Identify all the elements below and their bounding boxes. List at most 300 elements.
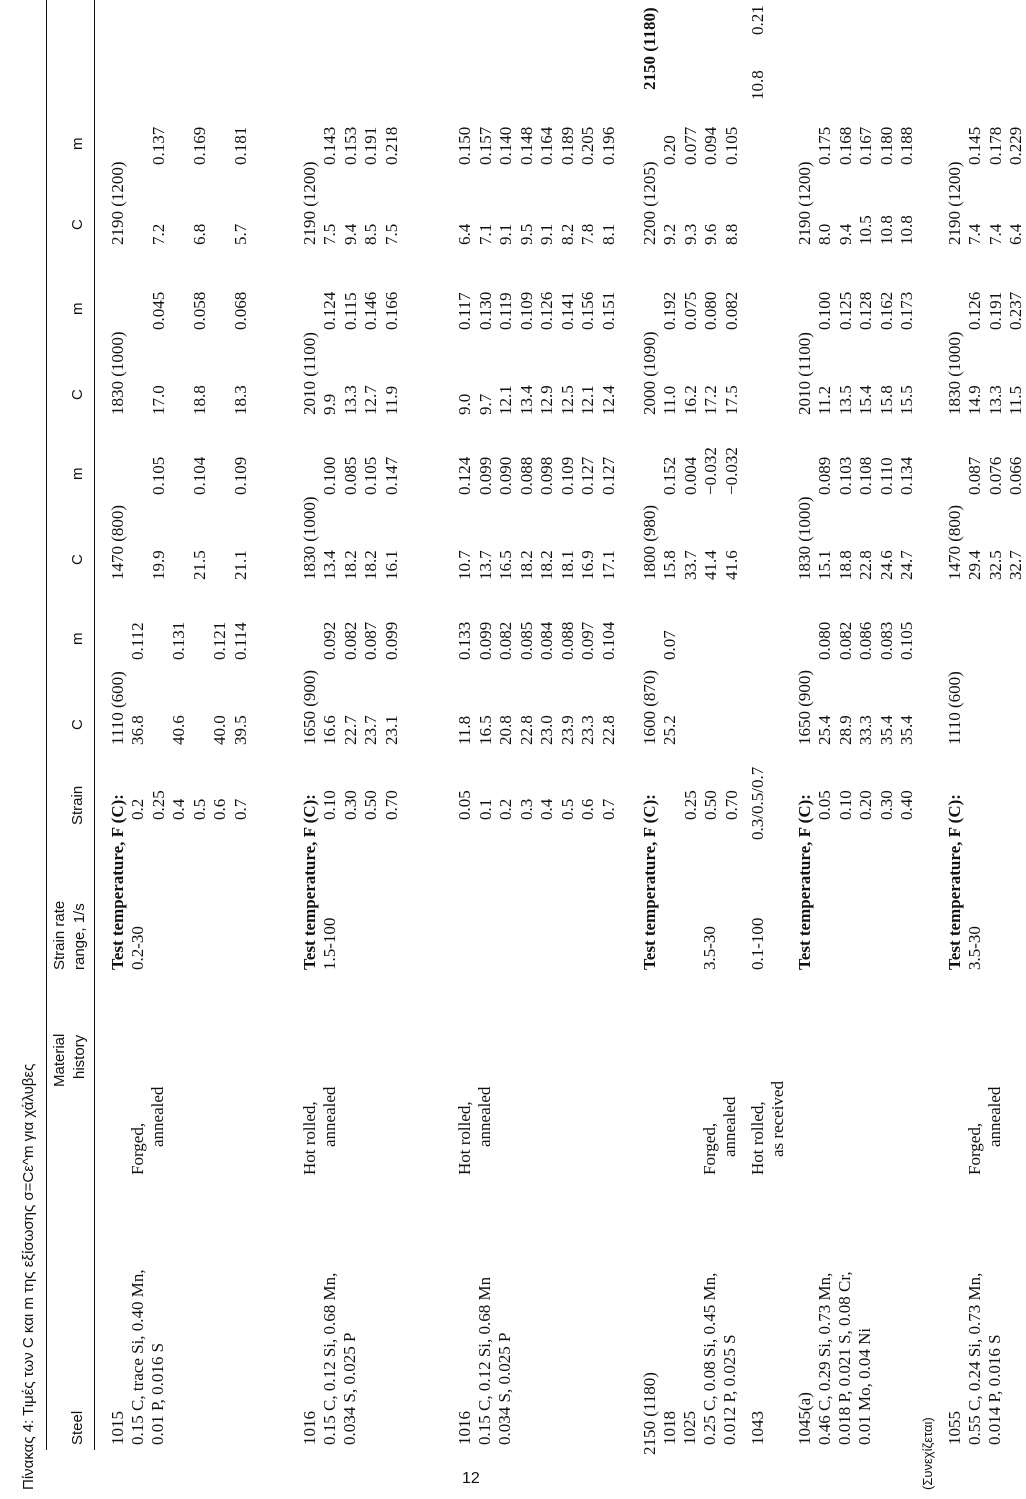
c-value: 15.1 [815, 550, 834, 580]
m-value: 0.21 [748, 5, 767, 35]
c-value: 32.7 [1006, 550, 1025, 580]
c-value: 20.8 [496, 715, 515, 745]
test-temperature-label: Test temperature, F (C): [300, 794, 319, 970]
strain-value: 0.40 [897, 790, 916, 820]
c-value: 23.0 [537, 715, 556, 745]
c-value: 9.9 [320, 393, 339, 415]
header-steel: Steel [69, 1410, 86, 1445]
steel-desc: 0.034 S, 0.025 P [495, 1332, 514, 1445]
test-temperature: 2150 (1180) [640, 7, 659, 90]
m-value: 0.156 [578, 291, 597, 330]
strain-rate: 1.5-100 [320, 917, 339, 970]
strain-value: 0.05 [815, 790, 834, 820]
steel-desc: 0.018 P, 0.021 S, 0.08 Cr, [835, 1271, 854, 1445]
test-temperature: 1650 (900) [795, 669, 814, 745]
header-c2: C [69, 554, 86, 565]
strain-rate: 3.5-30 [965, 926, 984, 970]
strain-value: 0.7 [598, 798, 618, 820]
c-value: 23.1 [381, 715, 401, 745]
m-value: 0.166 [381, 291, 401, 330]
material-history: annealed [148, 1086, 167, 1147]
c-value: 24.6 [876, 550, 896, 580]
m-value: 0.218 [381, 126, 401, 165]
c-value: 13.3 [985, 385, 1005, 415]
c-value: 16.6 [320, 715, 339, 745]
strain-value: 0.6 [578, 798, 597, 820]
m-value: 0.126 [965, 291, 984, 330]
steel-desc: 1018 [660, 1411, 679, 1445]
m-value: 0.128 [856, 291, 875, 330]
steel-desc: 0.034 S, 0.025 P [340, 1332, 359, 1445]
strain-value: 0.30 [876, 790, 896, 820]
strain-value: 0.70 [381, 790, 401, 820]
header-rate-1: Strain rate [51, 900, 68, 970]
m-value: 0.125 [835, 291, 855, 330]
m-value: 0.188 [897, 126, 916, 165]
m-value: 0.112 [128, 622, 147, 660]
material-history: annealed [985, 1086, 1004, 1147]
m-value: 0.076 [985, 456, 1005, 495]
m-value: 0.140 [496, 126, 515, 165]
strain-value: 0.5 [557, 798, 577, 820]
c-value: 25.2 [660, 715, 679, 745]
m-value: 0.066 [1006, 456, 1025, 495]
c-value: 9.1 [496, 223, 515, 245]
c-value: 7.4 [965, 223, 984, 245]
c-value: 10.8 [897, 215, 916, 245]
c-value: 18.1 [557, 550, 577, 580]
m-value: 0.145 [965, 126, 984, 165]
m-value: 0.127 [598, 456, 618, 495]
m-value: 0.082 [496, 621, 515, 660]
strain-value: 0.25 [148, 790, 168, 820]
steel-desc: 1055 [945, 1411, 964, 1445]
c-value: 9.7 [475, 393, 495, 415]
c-value: 6.4 [1006, 223, 1025, 245]
c-value: 12.4 [598, 385, 618, 415]
test-temperature: 2200 (1205) [640, 161, 659, 245]
m-value: 0.082 [340, 621, 360, 660]
material-history: annealed [720, 1096, 739, 1157]
header-m1: m [69, 632, 86, 645]
test-temperature: 1110 (600) [945, 671, 964, 745]
steel-table [40, 0, 1025, 1455]
c-value: 41.4 [701, 550, 720, 580]
c-value: 7.8 [578, 223, 597, 245]
steel-desc: 1016 [300, 1411, 319, 1445]
m-value: 0.07 [660, 630, 679, 660]
c-value: 15.5 [897, 385, 916, 415]
m-value: 0.131 [169, 621, 188, 660]
m-value: 0.143 [320, 126, 339, 165]
c-value: 16.5 [496, 550, 515, 580]
test-temperature: 1600 (870) [640, 669, 659, 745]
test-temperature: 2190 (1200) [108, 161, 127, 245]
strain-value: 0.10 [320, 790, 339, 820]
c-value: 10.7 [455, 550, 474, 580]
test-temperature: 1830 (1000) [108, 331, 127, 415]
m-value: 0.191 [985, 291, 1005, 330]
steel-desc: 0.012 P, 0.025 S [720, 1334, 739, 1445]
m-value: 0.104 [189, 456, 209, 495]
m-value: 0.151 [598, 291, 618, 330]
m-value: 0.068 [230, 291, 250, 330]
m-value: 0.119 [496, 292, 515, 330]
strain-value: 0.25 [680, 790, 700, 820]
m-value: 0.130 [475, 291, 495, 330]
m-value: 0.090 [496, 456, 515, 495]
strain-value: 0.2 [496, 798, 515, 820]
c-value: 15.4 [856, 385, 875, 415]
material-history: Hot rolled, [748, 1101, 767, 1175]
c-value: 36.8 [128, 715, 147, 745]
strain-value: 0.4 [537, 798, 556, 820]
c-value: 22.7 [340, 715, 360, 745]
steel-desc: 1045(a) [795, 1392, 814, 1445]
c-value: 15.8 [876, 385, 896, 415]
c-value: 16.1 [381, 550, 401, 580]
material-history: Forged, [700, 1122, 719, 1175]
strain-value: 0.50 [701, 790, 720, 820]
strain-value: 0.20 [856, 790, 875, 820]
m-value: 0.168 [835, 126, 855, 165]
m-value: 0.099 [475, 456, 495, 495]
m-value: 0.085 [516, 621, 536, 660]
c-value: 12.7 [361, 385, 380, 415]
c-value: 8.2 [557, 223, 577, 245]
c-value: 13.4 [320, 550, 339, 580]
c-value: 18.2 [340, 550, 360, 580]
m-value: 0.126 [537, 291, 556, 330]
c-value: 17.5 [721, 385, 741, 415]
m-value: 0.157 [475, 126, 495, 165]
strain-value: 0.1 [475, 798, 495, 820]
header-rate-2: range, 1/s [71, 903, 88, 970]
test-temperature: 1650 (900) [300, 669, 319, 745]
steel-desc: 0.55 C, 0.24 Si, 0.73 Mn, [965, 1272, 984, 1445]
test-temperature: 1830 (1000) [795, 496, 814, 580]
steel-desc: 1043 [748, 1411, 767, 1445]
c-value: 35.4 [876, 715, 896, 745]
c-value: 25.4 [815, 715, 834, 745]
m-value: 0.108 [856, 456, 875, 495]
strain-value: 0.30 [340, 790, 360, 820]
strain-rate: 0.1-100 [748, 917, 767, 970]
c-value: 18.8 [835, 550, 855, 580]
test-temperature-label: Test temperature, F (C): [108, 794, 127, 970]
c-value: 13.7 [475, 550, 495, 580]
steel-desc: 0.46 C, 0.29 Si, 0.73 Mn, [815, 1272, 834, 1445]
c-value: 10.5 [856, 215, 875, 245]
m-value: 0.164 [537, 126, 556, 165]
test-temperature: 1830 (1000) [945, 331, 964, 415]
m-value: 0.133 [455, 621, 474, 660]
header-m2: m [69, 467, 86, 480]
strain-value: 0.6 [210, 798, 229, 820]
m-value: 0.141 [557, 291, 577, 330]
m-value: −0.032 [721, 447, 741, 495]
c-value: 8.5 [361, 223, 380, 245]
c-value: 18.2 [361, 550, 380, 580]
m-value: 0.173 [897, 291, 916, 330]
strain-value: 0.3/0.5/0.7 [748, 766, 767, 840]
m-value: 0.105 [148, 456, 168, 495]
m-value: 0.080 [701, 291, 720, 330]
c-value: 22.8 [598, 715, 618, 745]
m-value: 0.134 [897, 456, 916, 495]
m-value: 0.180 [876, 126, 896, 165]
c-value: 11.9 [381, 385, 401, 415]
c-value: 9.2 [660, 223, 679, 245]
m-value: 0.082 [835, 621, 855, 660]
c-value: 12.5 [557, 385, 577, 415]
c-value: 6.8 [189, 223, 209, 245]
test-temperature-label: Test temperature, F (C): [795, 794, 814, 970]
m-value: 0.092 [320, 621, 339, 660]
m-value: 0.105 [361, 456, 380, 495]
m-value: 0.105 [721, 126, 741, 165]
c-value: 22.8 [516, 715, 536, 745]
m-value: 0.117 [455, 292, 474, 330]
test-temperature: 2010 (1100) [300, 332, 319, 415]
c-value: 18.2 [516, 550, 536, 580]
page-number: 12 [462, 1470, 480, 1487]
m-value: 0.229 [1006, 126, 1025, 165]
m-value: 0.083 [876, 621, 896, 660]
m-value: 0.077 [680, 126, 700, 165]
m-value: 0.237 [1006, 291, 1025, 330]
table-caption: Πίνακας 4: Τιμές των C και m της εξίσωσης σ=Cε^m για χάλυβες [20, 1063, 37, 1490]
m-value: 0.097 [578, 621, 597, 660]
c-value: 23.3 [578, 715, 597, 745]
m-value: 0.087 [965, 456, 984, 495]
c-value: 11.8 [455, 715, 474, 745]
m-value: 0.114 [230, 622, 250, 660]
steel-desc: 0.01 P, 0.016 S [148, 1342, 167, 1445]
test-temperature: 2010 (1100) [795, 332, 814, 415]
material-history: Hot rolled, [455, 1101, 474, 1175]
header-c1: C [69, 719, 86, 730]
material-history: annealed [320, 1086, 339, 1147]
m-value: 0.058 [189, 291, 209, 330]
steel-desc: 1015 [108, 1411, 127, 1445]
c-value: 24.7 [897, 550, 916, 580]
m-value: 0.162 [876, 291, 896, 330]
test-temperature: 1110 (600) [108, 671, 127, 745]
m-value: 0.103 [835, 456, 855, 495]
c-value: 8.8 [721, 223, 741, 245]
c-value: 13.5 [835, 385, 855, 415]
strain-value: 0.05 [455, 790, 474, 820]
m-value: 0.099 [381, 621, 401, 660]
c-value: 19.9 [148, 550, 168, 580]
c-value: 18.3 [230, 385, 250, 415]
strain-rate: 3.5-30 [700, 926, 719, 970]
strain-value: 0.70 [721, 790, 741, 820]
m-value: 0.089 [815, 456, 834, 495]
c-value: 11.2 [815, 385, 834, 415]
m-value: 0.104 [598, 621, 618, 660]
m-value: 0.153 [340, 126, 360, 165]
m-value: 0.121 [210, 621, 229, 660]
c-value: 8.0 [815, 223, 834, 245]
table-header-rule [94, 0, 95, 1450]
c-value: 11.5 [1006, 385, 1025, 415]
test-temperature: 1470 (800) [108, 504, 127, 580]
c-value: 14.9 [965, 385, 984, 415]
table-caption-wrap [0, 0, 40, 1498]
m-value: −0.032 [701, 447, 720, 495]
m-value: 0.004 [680, 456, 700, 495]
steel-desc: 0.15 C, 0.12 Si, 0.68 Mn, [320, 1272, 339, 1445]
c-value: 7.5 [381, 223, 401, 245]
c-value: 40.0 [210, 715, 229, 745]
c-value: 17.1 [598, 550, 618, 580]
strain-rate: 0.2-30 [128, 926, 147, 970]
continued-note: (Συνεχίζεται) [920, 1417, 935, 1490]
m-value: 0.105 [897, 621, 916, 660]
c-value: 15.8 [660, 550, 679, 580]
m-value: 0.181 [230, 126, 250, 165]
c-value: 21.5 [189, 550, 209, 580]
m-value: 0.100 [815, 291, 834, 330]
c-value: 7.5 [320, 223, 339, 245]
m-value: 0.147 [381, 456, 401, 495]
c-value: 5.7 [230, 223, 250, 245]
material-history: Hot rolled, [300, 1101, 319, 1175]
steel-desc: 0.15 C, 0.12 Si, 0.68 Mn [475, 1276, 494, 1445]
m-value: 0.082 [721, 291, 741, 330]
c-value: 13.3 [340, 385, 360, 415]
m-value: 0.148 [516, 126, 536, 165]
c-value: 7.2 [148, 223, 168, 245]
material-history: annealed [475, 1086, 494, 1147]
c-value: 23.7 [361, 715, 380, 745]
c-value: 9.5 [516, 223, 536, 245]
m-value: 0.098 [537, 456, 556, 495]
m-value: 0.109 [557, 456, 577, 495]
test-temperature: 2150 (1180) [640, 1372, 659, 1455]
strain-value: 0.5 [189, 798, 209, 820]
c-value: 23.9 [557, 715, 577, 745]
test-temperature: 2190 (1200) [300, 161, 319, 245]
m-value: 0.127 [578, 456, 597, 495]
strain-value: 0.2 [128, 798, 147, 820]
test-temperature: 2190 (1200) [945, 161, 964, 245]
strain-value: 0.50 [361, 790, 380, 820]
c-value: 18.8 [189, 385, 209, 415]
m-value: 0.075 [680, 291, 700, 330]
m-value: 0.169 [189, 126, 209, 165]
c-value: 7.1 [475, 223, 495, 245]
c-value: 16.9 [578, 550, 597, 580]
steel-desc: 1025 [680, 1411, 699, 1445]
c-value: 40.6 [169, 715, 188, 745]
m-value: 0.110 [876, 457, 896, 495]
m-value: 0.109 [230, 456, 250, 495]
c-value: 17.2 [701, 385, 720, 415]
m-value: 0.115 [340, 292, 360, 330]
m-value: 0.146 [361, 291, 380, 330]
m-value: 0.191 [361, 126, 380, 165]
m-value: 0.137 [148, 126, 168, 165]
c-value: 6.4 [455, 223, 474, 245]
c-value: 12.1 [496, 385, 515, 415]
c-value: 35.4 [897, 715, 916, 745]
m-value: 0.088 [516, 456, 536, 495]
header-m4: m [69, 137, 86, 150]
steel-desc: 0.25 C, 0.08 Si, 0.45 Mn, [700, 1272, 719, 1445]
material-history: as received [768, 1081, 787, 1157]
c-value: 16.2 [680, 385, 700, 415]
test-temperature: 1830 (1000) [300, 496, 319, 580]
m-value: 0.167 [856, 126, 875, 165]
material-history: Forged, [965, 1122, 984, 1175]
c-value: 9.1 [537, 223, 556, 245]
c-value: 12.9 [537, 385, 556, 415]
test-temperature-label: Test temperature, F (C): [640, 794, 659, 970]
c-value: 11.0 [660, 385, 679, 415]
c-value: 10.8 [748, 70, 767, 100]
m-value: 0.192 [660, 291, 679, 330]
m-value: 0.086 [856, 621, 875, 660]
c-value: 22.8 [856, 550, 875, 580]
m-value: 0.189 [557, 126, 577, 165]
header-history: history [71, 1034, 88, 1079]
m-value: 0.088 [557, 621, 577, 660]
m-value: 0.175 [815, 126, 834, 165]
m-value: 0.099 [475, 621, 495, 660]
test-temperature: 1470 (800) [945, 504, 964, 580]
strain-value: 0.10 [835, 790, 855, 820]
c-value: 16.5 [475, 715, 495, 745]
steel-desc: 0.014 P, 0.016 S [985, 1334, 1004, 1445]
strain-value: 0.4 [169, 798, 188, 820]
c-value: 17.0 [148, 385, 168, 415]
m-value: 0.109 [516, 291, 536, 330]
header-c3: C [69, 389, 86, 400]
header-m3: m [69, 302, 86, 315]
m-value: 0.196 [598, 126, 618, 165]
m-value: 0.094 [701, 126, 720, 165]
m-value: 0.085 [340, 456, 360, 495]
c-value: 33.3 [856, 715, 875, 745]
c-value: 13.4 [516, 385, 536, 415]
c-value: 9.4 [835, 223, 855, 245]
c-value: 12.1 [578, 385, 597, 415]
steel-desc: 1016 [455, 1411, 474, 1445]
c-value: 29.4 [965, 550, 984, 580]
c-value: 21.1 [230, 550, 250, 580]
c-value: 28.9 [835, 715, 855, 745]
m-value: 0.124 [320, 291, 339, 330]
c-value: 9.0 [455, 393, 474, 415]
m-value: 0.124 [455, 456, 474, 495]
header-c4: C [69, 219, 86, 230]
m-value: 0.152 [660, 456, 679, 495]
header-strain: Strain [69, 785, 86, 825]
c-value: 41.6 [721, 550, 741, 580]
c-value: 39.5 [230, 715, 250, 745]
table-top-rule [46, 0, 47, 1450]
m-value: 0.178 [985, 126, 1005, 165]
header-material: Material [51, 1033, 68, 1087]
c-value: 10.8 [876, 215, 896, 245]
c-value: 7.4 [985, 223, 1005, 245]
test-temperature: 1800 (980) [640, 504, 659, 580]
test-temperature-label: Test temperature, F (C): [945, 794, 964, 970]
c-value: 33.7 [680, 550, 700, 580]
